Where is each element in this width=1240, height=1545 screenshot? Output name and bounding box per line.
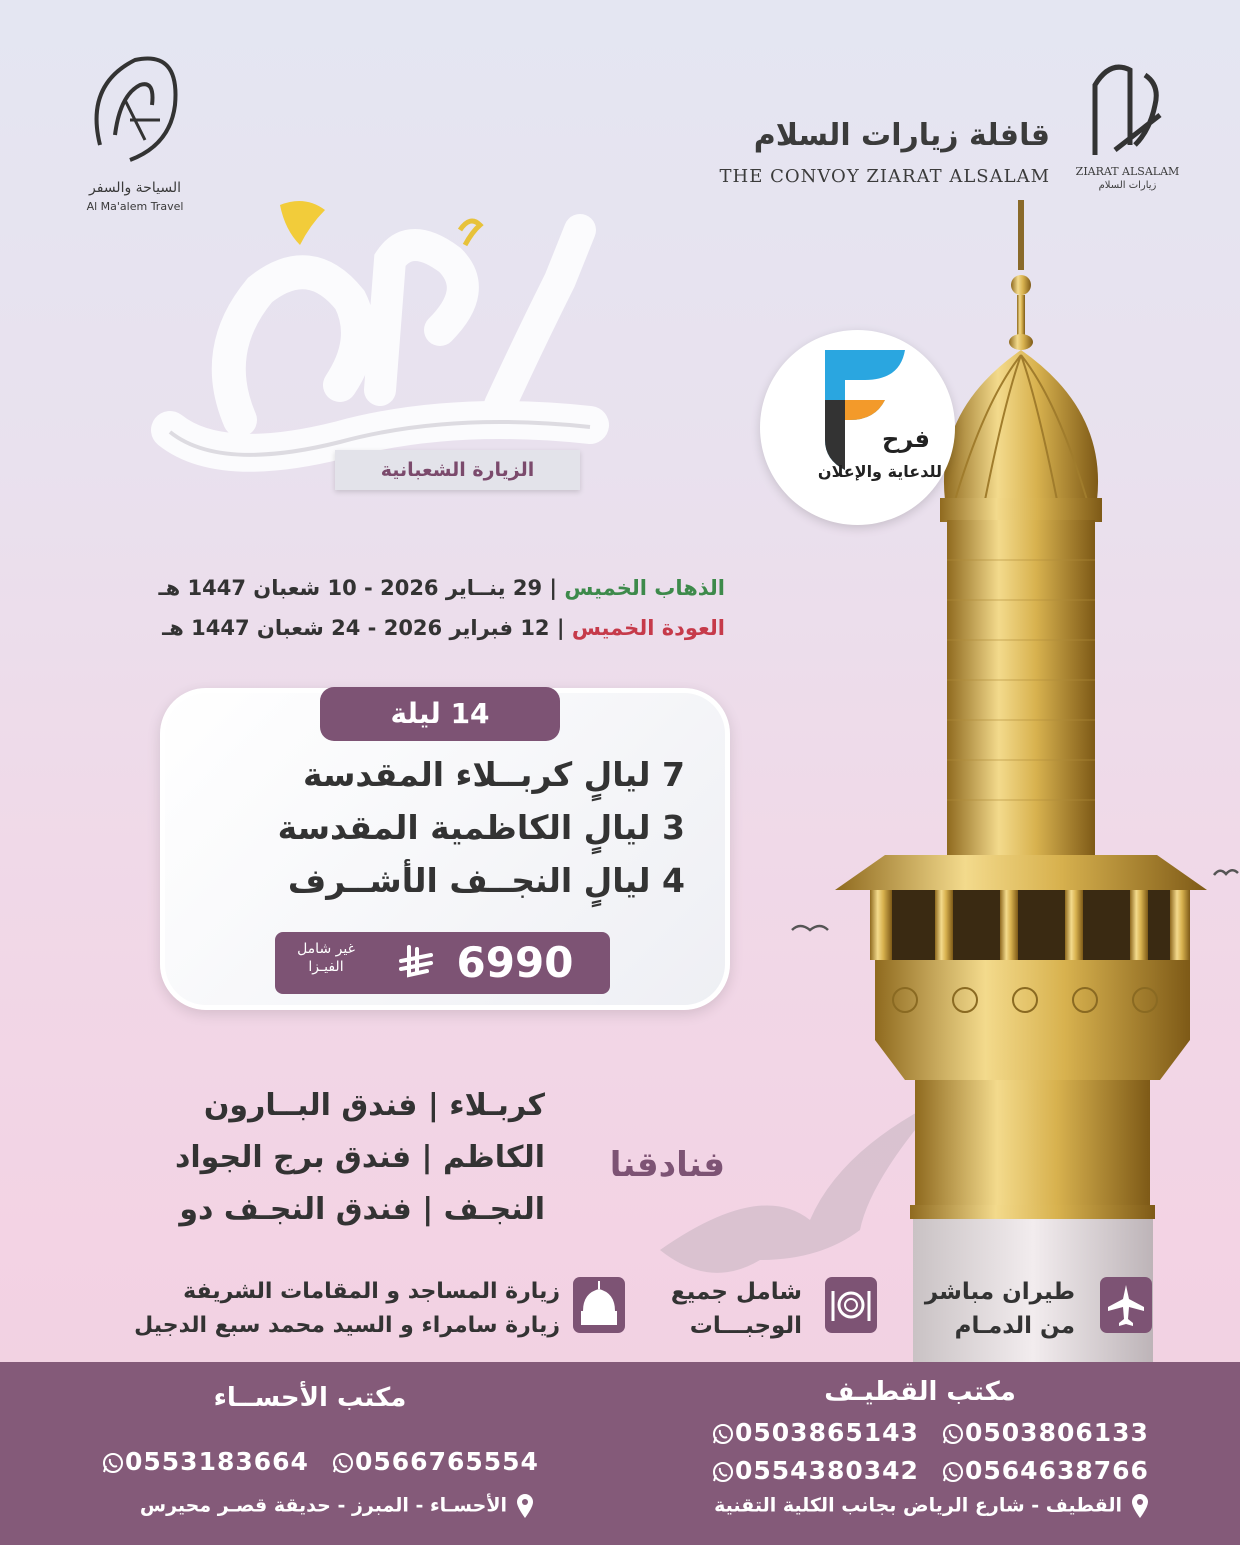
feature-meals-line1: شامل جميع [670,1279,802,1305]
feature-meals [630,1275,802,1343]
farah-tagline: للدعاية والإعلان [817,462,942,481]
departure-date: 29 ينــاير 2026 - 10 شعبان 1447 هـ [158,576,543,600]
qatif-phone-4[interactable] [705,1456,919,1485]
ahsa-address-text: الأحسـاء - المبرز - حديقة قصـر محيرس [139,1494,507,1517]
ahsa-office-title: مكتب الأحســاء [213,1383,407,1413]
mosque-dome-icon [573,1277,625,1333]
qatif-address [705,1493,1150,1519]
return-label: العودة الخميس [571,616,725,640]
qatif-phone-4-number: 0554380342 [735,1456,919,1485]
ahsa-address [95,1493,535,1519]
small-bird-icon [790,920,830,940]
qatif-phone-1-number: 0503806133 [965,1418,1149,1447]
qatif-phone-1[interactable] [935,1418,1149,1447]
iraq-calligraphy-title [150,170,620,490]
stay-karbala: 7 ليالٍ كربــلاء المقدسة [302,755,685,794]
stay-najaf: 4 ليالٍ النجــف الأشــرف [287,861,685,900]
separator: | [549,576,558,600]
whatsapp-icon [101,1451,125,1475]
total-nights-badge: 14 ليلة [320,687,560,741]
ziarat-logo-ar: زيارات السلام [1098,180,1157,191]
feature-flight-line1: طيران مباشر [924,1279,1075,1305]
qatif-office-title: مكتب القطيـف [824,1377,1016,1407]
qatif-phone-3-number: 0564638766 [965,1456,1149,1485]
whatsapp-icon [941,1460,965,1484]
separator: | [556,616,565,640]
whatsapp-icon [331,1451,355,1475]
departure-label: الذهاب الخميس [564,576,725,600]
dining-plate-icon [825,1277,877,1333]
qatif-phone-3[interactable] [935,1456,1149,1485]
visa-note-line1: غير شامل [297,941,355,957]
price-value: 6990 [456,938,574,987]
farah-name: فرح [882,425,930,453]
visa-note [280,940,372,976]
stay-kadhimiya: 3 ليالٍ الكاظمية المقدسة [277,808,685,847]
saudi-riyal-icon [395,945,435,983]
convoy-name-en: THE CONVOY ZIARAT ALSALAM [719,166,1050,187]
departure-row [90,576,725,600]
almaalem-logo-icon [80,45,190,170]
feature-visits-line2: زيارة سامراء و السيد محمد سبع الدجيل [134,1313,560,1338]
feature-flight [880,1275,1075,1343]
ahsa-phone-1[interactable] [325,1447,539,1476]
ziarat-logo-en: ZIARAT ALSALAM [1075,165,1180,178]
farah-f-logo-icon [815,340,915,480]
location-pin-icon [515,1493,535,1519]
whatsapp-icon [711,1460,735,1484]
hotels-title: فنادقنا [609,1145,725,1185]
feature-visits-line1: زيارة المساجد و المقامات الشريفة [183,1279,560,1304]
feature-flight-line2: من الدمـام [954,1313,1075,1339]
ahsa-phone-2-number: 0553183664 [125,1447,309,1476]
ziarat-alsalam-logo-icon [1080,55,1175,165]
hotel-najaf: النجـف | فندق النجـف دو [179,1192,545,1227]
return-date: 12 فبراير 2026 - 24 شعبان 1447 هـ [162,616,550,640]
airplane-icon [1100,1277,1152,1333]
qatif-phone-2-number: 0503865143 [735,1418,919,1447]
visa-note-line2: الفيـزا [308,959,344,975]
almaalem-name-ar: السياحة والسفر [89,180,181,196]
feature-meals-line2: الوجبـــات [689,1313,802,1339]
hotel-karbala: كربـلاء | فندق البــارون [203,1088,545,1123]
hotel-kadhim: الكاظم | فندق برج الجواد [174,1140,545,1175]
return-row [90,616,725,640]
ahsa-phone-1-number: 0566765554 [355,1447,539,1476]
feature-visits [70,1275,560,1343]
whatsapp-icon [941,1422,965,1446]
almaalem-name-en: Al Ma'alem Travel [86,200,184,213]
hero-subtitle: الزيارة الشعبانية [335,450,580,490]
location-pin-icon [1130,1493,1150,1519]
whatsapp-icon [711,1422,735,1446]
qatif-phone-2[interactable] [705,1418,919,1447]
ahsa-phone-2[interactable] [95,1447,309,1476]
qatif-address-text: القطيف - شارع الرياض بجانب الكلية التقنية [714,1494,1122,1517]
convoy-name-ar: قافلة زيارات السلام [753,118,1050,153]
